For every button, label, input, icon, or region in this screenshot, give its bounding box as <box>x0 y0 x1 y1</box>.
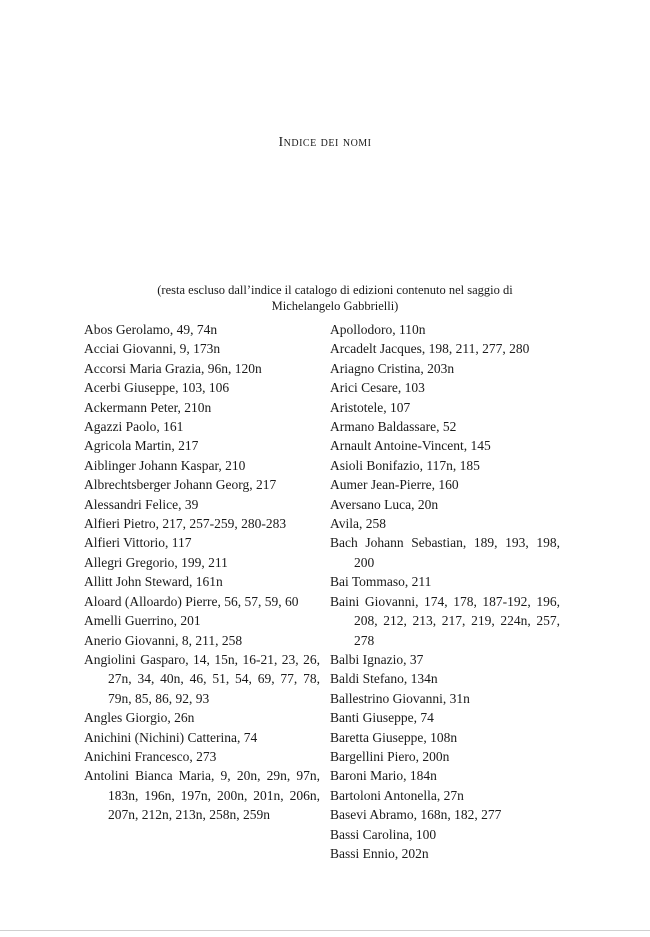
index-entry: Baini Giovanni, 174, 178, 187-192, 196, 208, 212, 213, 217, 219, 224n, 257, 278 <box>330 593 560 648</box>
index-note-line-2: Michelangelo Gabbrielli) <box>271 299 399 313</box>
index-entry: Allegri Gregorio, 199, 211 <box>84 554 228 570</box>
index-entry: Aloard (Alloardo) Pierre, 56, 57, 59, 60 <box>84 593 299 609</box>
index-entry: Acerbi Giuseppe, 103, 106 <box>84 380 230 396</box>
page-title <box>0 135 650 151</box>
index-entry: Alfieri Pietro, 217, 257-259, 280-283 <box>84 516 287 532</box>
index-entry: Baroni Mario, 184n <box>330 768 437 784</box>
index-entry: Apollodoro, 110n <box>330 322 426 337</box>
index-entry: Bassi Carolina, 100 <box>330 826 437 842</box>
index-entry: Baldi Stefano, 134n <box>330 671 438 687</box>
index-entry: Basevi Abramo, 168n, 182, 277 <box>330 807 502 823</box>
index-entry: Aversano Luca, 20n <box>330 496 439 512</box>
index-entry: Ariagno Cristina, 203n <box>330 360 455 376</box>
index-entry: Bassi Ennio, 202n <box>330 845 429 861</box>
index-entry: Agazzi Paolo, 161 <box>84 419 184 435</box>
index-entry: Antolini Bianca Maria, 9, 20n, 29n, 97n, 183n, 196n, 197n, 200n, 201n, 206n, 207n, 212n, 213n, 258n, 259n <box>84 768 320 823</box>
index-entry: Aiblinger Johann Kaspar, 210 <box>84 457 246 473</box>
index-note <box>120 282 550 314</box>
index-entry: Asioli Bonifazio, 117n, 185 <box>330 457 480 473</box>
index-entry: Arnault Antoine-Vincent, 145 <box>330 438 491 454</box>
index-entry: Aristotele, 107 <box>330 399 411 415</box>
index-entry: Anichini Francesco, 273 <box>84 748 217 764</box>
index-entry: Anerio Giovanni, 8, 211, 258 <box>84 632 243 648</box>
index-entry: Banti Giuseppe, 74 <box>330 710 434 726</box>
index-entry: Arcadelt Jacques, 198, 211, 277, 280 <box>330 341 530 357</box>
index-entry: Ackermann Peter, 210n <box>84 399 212 415</box>
scan-edge-line <box>0 930 650 931</box>
index-entry: Angiolini Gasparo, 14, 15n, 16-21, 23, 26, 27n, 34, 40n, 46, 51, 54, 69, 77, 78, 79n, 85, 86, 92, 93 <box>84 651 320 706</box>
index-entry: Arici Cesare, 103 <box>330 380 425 396</box>
index-entry: Accorsi Maria Grazia, 96n, 120n <box>84 360 262 376</box>
index-entry: Alfieri Vittorio, 117 <box>84 535 192 551</box>
index-entry: Abos Gerolamo, 49, 74n <box>84 322 218 337</box>
index-entry: Bach Johann Sebastian, 189, 193, 198, 200 <box>330 535 560 570</box>
index-entry: Baretta Giuseppe, 108n <box>330 729 458 745</box>
index-entry: Ballestrino Giovanni, 31n <box>330 690 470 706</box>
index-column-right <box>330 320 560 863</box>
index-entry: Bargellini Piero, 200n <box>330 748 450 764</box>
index-entry: Armano Baldassare, 52 <box>330 419 457 435</box>
index-entry: Anichini (Nichini) Catterina, 74 <box>84 729 258 745</box>
index-entry: Amelli Guerrino, 201 <box>84 613 201 629</box>
index-entry: Avila, 258 <box>330 516 386 532</box>
index-entry: Bai Tommaso, 211 <box>330 574 432 590</box>
index-entry: Allitt John Steward, 161n <box>84 574 223 590</box>
index-note-line-1: (resta escluso dall’indice il catalogo di edizioni contenuto nel saggio di <box>157 283 513 297</box>
page-title-text: Indice dei nomi <box>278 135 372 150</box>
index-entry: Albrechtsberger Johann Georg, 217 <box>84 477 277 493</box>
index-entry: Angles Giorgio, 26n <box>84 710 195 726</box>
index-entry: Bartoloni Antonella, 27n <box>330 787 464 803</box>
index-entry: Acciai Giovanni, 9, 173n <box>84 341 221 357</box>
index-entry: Aumer Jean-Pierre, 160 <box>330 477 459 493</box>
index-entry: Balbi Ignazio, 37 <box>330 651 424 667</box>
index-entry: Agricola Martin, 217 <box>84 438 199 454</box>
index-column-left <box>84 320 320 825</box>
index-entry: Alessandri Felice, 39 <box>84 496 199 512</box>
